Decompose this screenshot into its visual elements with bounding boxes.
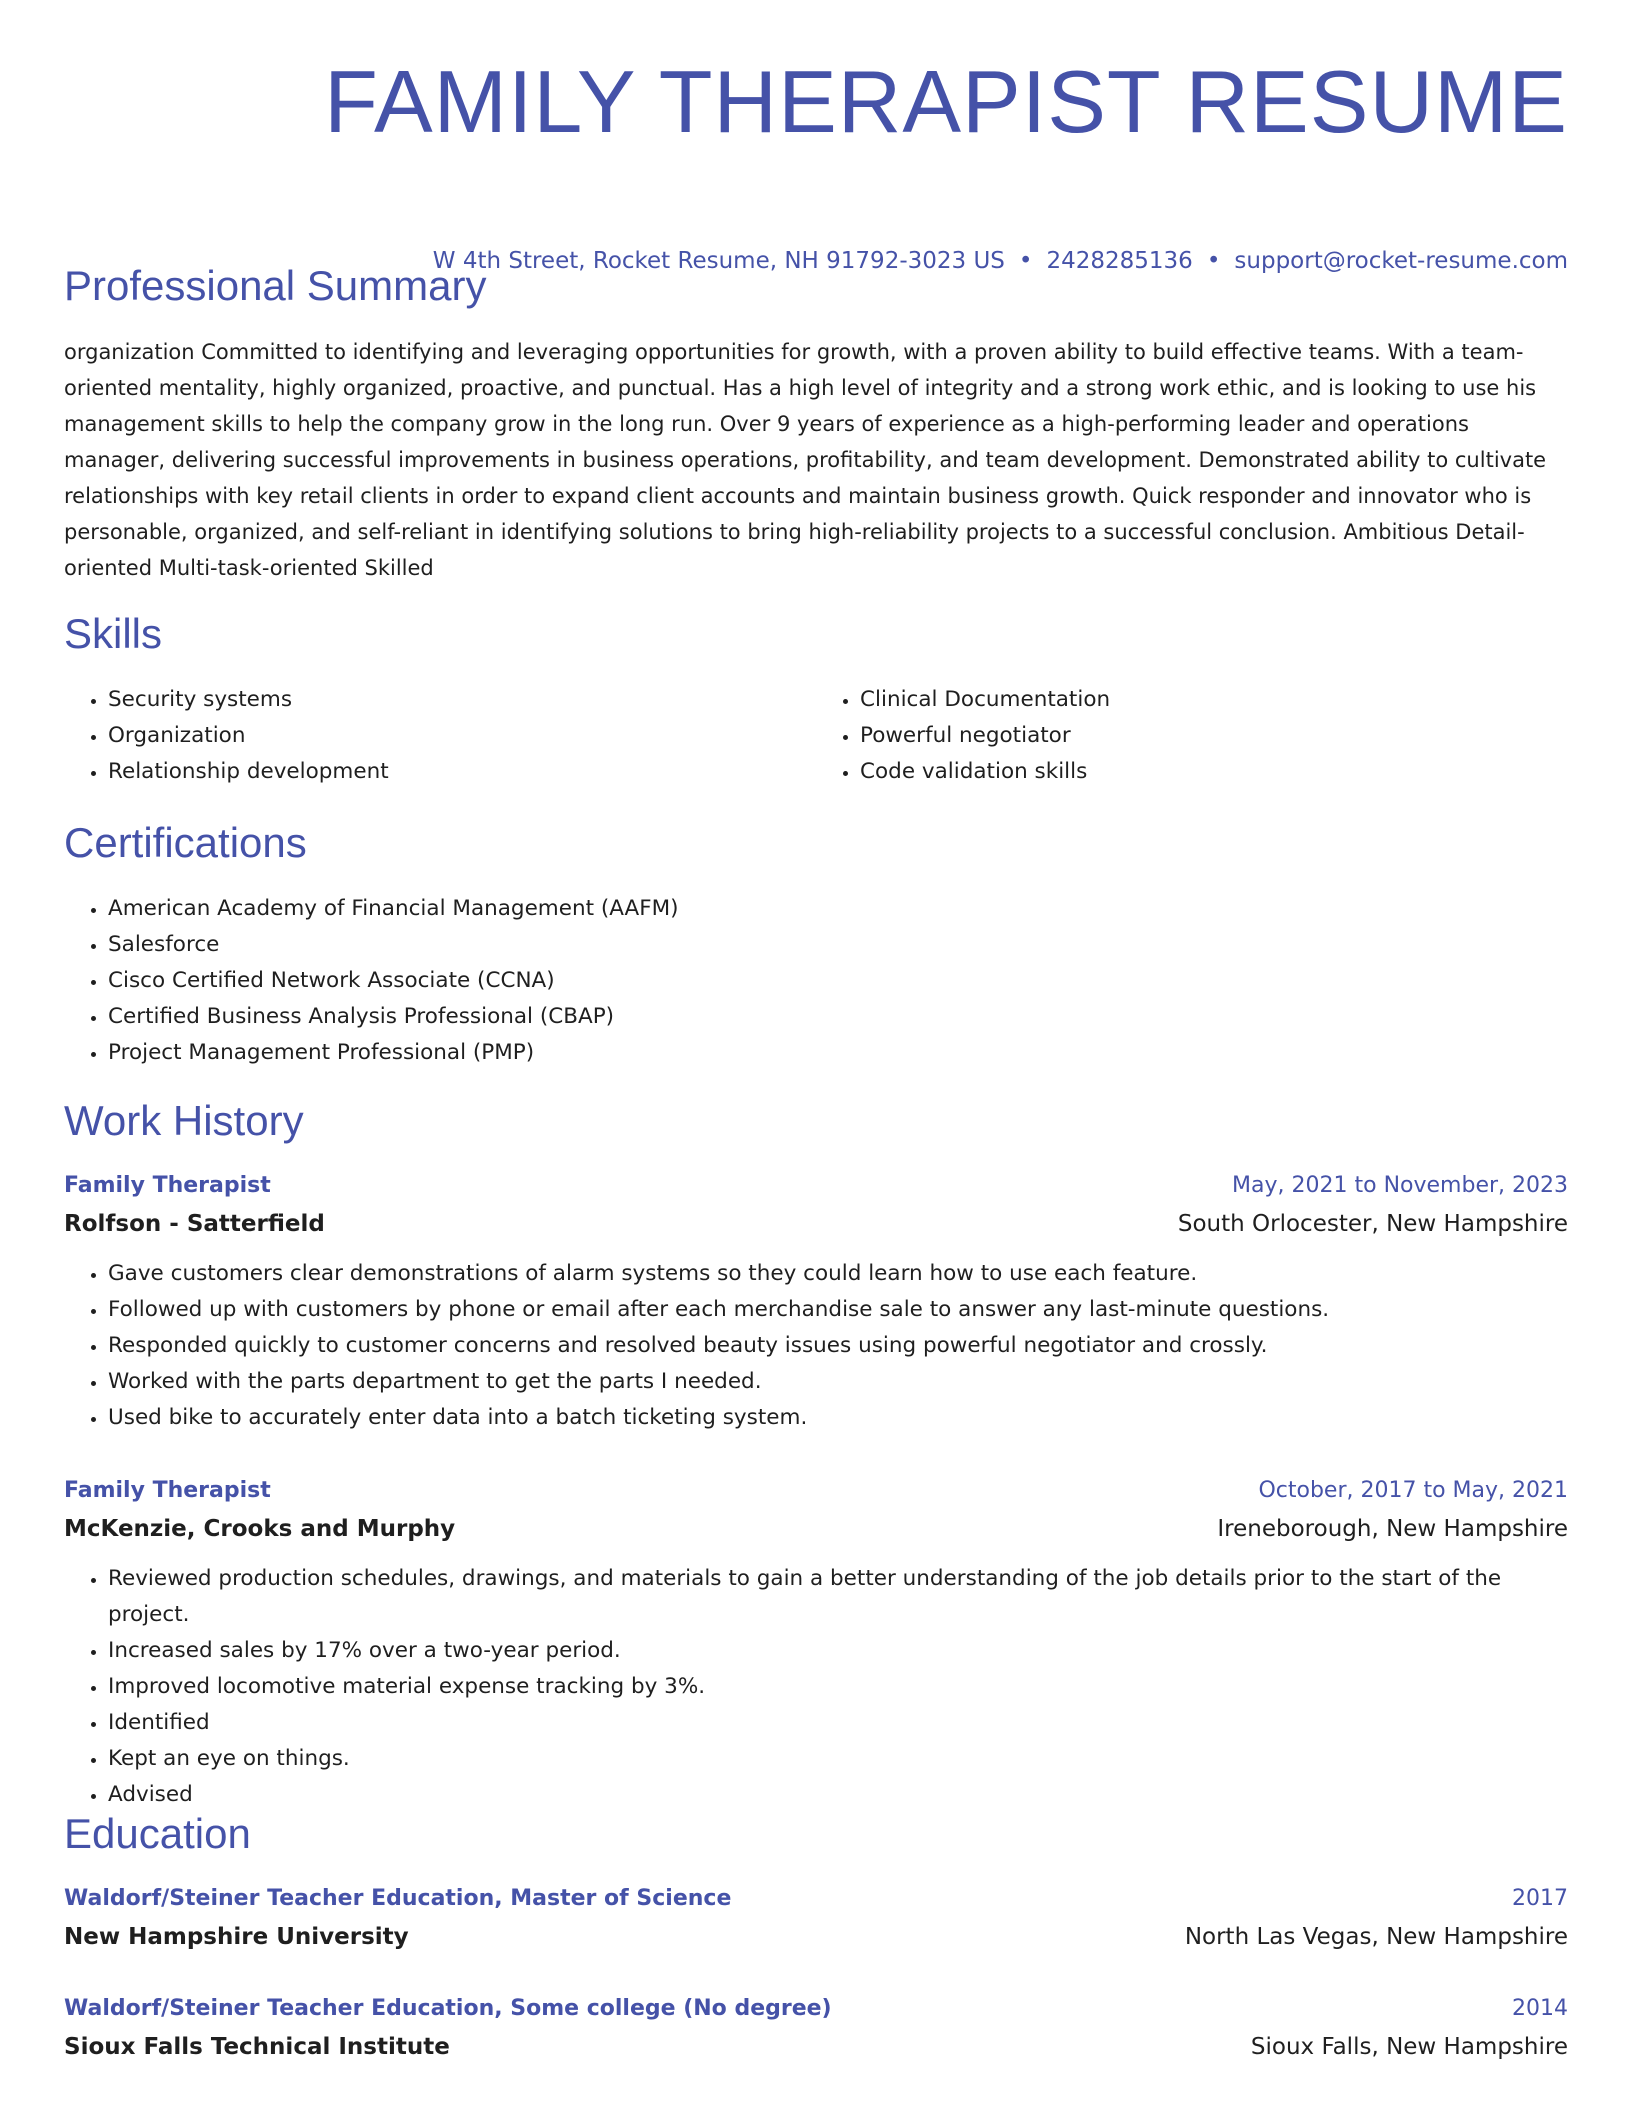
- address: W 4th Street, Rocket Resume, NH 91792-3023 US: [432, 248, 1005, 274]
- summary-text: organization Committed to identifying and leveraging opportunities for growth, with a proven ability to build effective teams. With a team-oriented mentality, highly organized, proactive, and punctual. Has a high level of integrity and a strong work ethic, and is looking to use his management skills to help the company grow in the long run. Over 9 years of experience as a high-performing leader and operations manager, delivering successful improvements in business operations, profitability, and team development. Demonstrated ability to cultivate relationships with key retail clients in order to expand client accounts and maintain business growth. Quick responder and innovator who is personable, organized, and self-reliant in identifying solutions to bring high-reliability projects to a successful conclusion. Ambitious Detail-oriented Multi-task-oriented Skilled: [64, 340, 1547, 580]
- list-item: • Worked with the parts department to get the parts I needed.: [108, 1364, 1568, 1400]
- certifications-list: [64, 891, 1568, 1071]
- list-item: • Clinical Documentation: [860, 682, 1568, 718]
- list-item: • Used bike to accurately enter data into a batch ticketing system.: [108, 1400, 1568, 1436]
- section-heading-skills: Skills: [64, 610, 163, 657]
- separator: •: [1018, 248, 1033, 274]
- job-dates: May, 2021 to November, 2023: [1232, 1173, 1568, 1198]
- job-bullets: [64, 1256, 1568, 1436]
- contact-line: [433, 248, 1568, 274]
- list-item: • Identified: [108, 1705, 1568, 1741]
- list-item: • Kept an eye on things.: [108, 1741, 1568, 1777]
- school-location: Sioux Falls, New Hampshire: [1250, 2034, 1568, 2060]
- list-item: • Code validation skills: [860, 754, 1568, 790]
- job-bullets: [64, 1561, 1568, 1813]
- email-link[interactable]: support@rocket-resume.com: [1234, 248, 1568, 274]
- skills-column-left: [64, 682, 816, 790]
- school-location: North Las Vegas, New Hampshire: [1184, 1924, 1568, 1950]
- company-name: McKenzie, Crooks and Murphy: [64, 1516, 456, 1542]
- skills-column-right: [816, 682, 1568, 790]
- list-item: • Project Management Professional (PMP): [108, 1035, 1568, 1071]
- list-item: • Advised: [108, 1777, 1568, 1813]
- list-item: • Followed up with customers by phone or email after each merchandise sale to answer any last-minute questions.: [108, 1292, 1568, 1328]
- list-item: • Salesforce: [108, 927, 1568, 963]
- job-dates: October, 2017 to May, 2021: [1258, 1478, 1568, 1503]
- education-entry: [64, 1991, 1568, 2067]
- school-name: Sioux Falls Technical Institute: [64, 2034, 450, 2060]
- list-item: • American Academy of Financial Management (AAFM): [108, 891, 1568, 927]
- list-item: • Powerful negotiator: [860, 718, 1568, 754]
- list-item: • Cisco Certified Network Associate (CCNA): [108, 963, 1568, 999]
- list-item: • Responded quickly to customer concerns and resolved beauty issues using powerful negotiator and crossly.: [108, 1328, 1568, 1364]
- degree: Waldorf/Steiner Teacher Education, Master of Science: [64, 1886, 732, 1911]
- list-item: • Certified Business Analysis Professional (CBAP): [108, 999, 1568, 1035]
- education-year: 2014: [1512, 1996, 1568, 2021]
- degree: Waldorf/Steiner Teacher Education, Some college (No degree): [64, 1996, 832, 2021]
- list-item: • Relationship development: [108, 754, 816, 790]
- skills-list: [64, 682, 1568, 790]
- job-entry: [64, 1473, 1568, 1813]
- list-item: • Security systems: [108, 682, 816, 718]
- list-item: • Reviewed production schedules, drawings, and materials to gain a better understanding of the job details prior to the start of the project.: [108, 1561, 1568, 1633]
- job-title: Family Therapist: [64, 1173, 271, 1198]
- job-entry: [64, 1168, 1568, 1436]
- company-name: Rolfson - Satterfield: [64, 1211, 325, 1237]
- resume-title: FAMILY THERAPIST RESUME: [324, 52, 1568, 151]
- section-heading-certifications: Certifications: [64, 819, 307, 866]
- section-heading-summary: Professional Summary: [64, 262, 487, 309]
- section-heading-education: Education: [64, 1810, 251, 1857]
- job-title: Family Therapist: [64, 1478, 271, 1503]
- list-item: • Gave customers clear demonstrations of alarm systems so they could learn how to use each feature.: [108, 1256, 1568, 1292]
- section-heading-work-history: Work History: [64, 1097, 304, 1144]
- separator: •: [1206, 248, 1221, 274]
- education-year: 2017: [1512, 1886, 1568, 1911]
- job-location: South Orlocester, New Hampshire: [1177, 1211, 1568, 1237]
- list-item: • Organization: [108, 718, 816, 754]
- school-name: New Hampshire University: [64, 1924, 409, 1950]
- education-entry: [64, 1881, 1568, 1957]
- phone: 2428285136: [1046, 248, 1193, 274]
- job-location: Ireneborough, New Hampshire: [1217, 1516, 1568, 1542]
- list-item: • Increased sales by 17% over a two-year period.: [108, 1633, 1568, 1669]
- list-item: • Improved locomotive material expense tracking by 3%.: [108, 1669, 1568, 1705]
